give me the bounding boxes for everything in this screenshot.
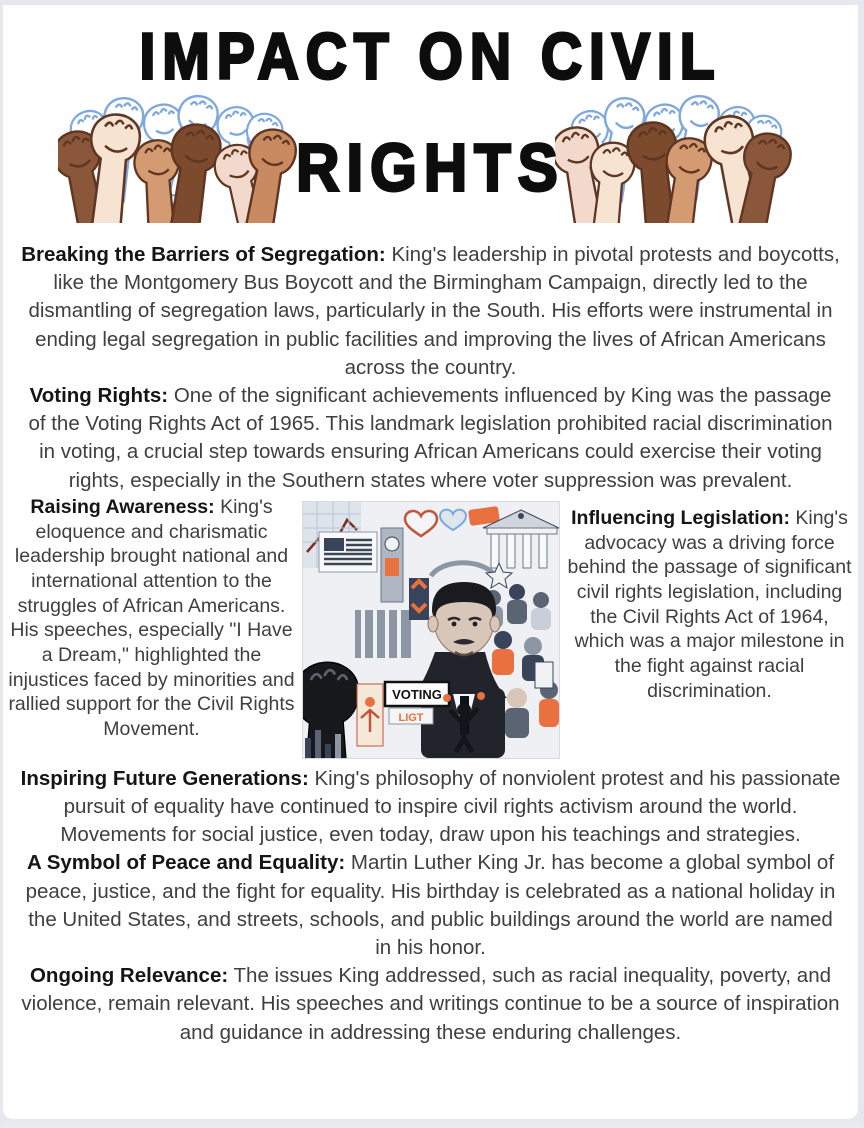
paragraph-ongoing-relevance (19, 962, 843, 1047)
page-gap-divider (0, 1121, 864, 1128)
paragraph-lead: A Symbol of Peace and Equality: (26, 851, 346, 875)
voting-sign-text: VOTING (391, 686, 442, 702)
poster-header (3, 5, 858, 229)
voting-sign-subtext: LIGT (397, 711, 424, 724)
page-title-line-1: IMPACT ON CIVIL (139, 20, 722, 94)
paragraph-raising-awareness (7, 495, 297, 742)
paragraph-body: King's eloquence and charismatic leadership brought national and international attention to the struggles of African Americans. His speeches, especially "I Have a Dream," highlighted the injustices faced by minorities and rallied support for the Civil Rights Movement. (8, 495, 295, 741)
paragraph-lead: Voting Rights: (29, 384, 169, 408)
paragraph-symbol-of-peace (19, 849, 843, 962)
paragraph-inspiring-generations (19, 765, 843, 850)
paragraph-lead: Raising Awareness: (30, 495, 215, 518)
paragraph-influencing-legislation (565, 495, 855, 704)
poster-page (3, 5, 858, 1119)
paragraph-body: One of the significant achievements influenced by King was the passage of the Voting Rights Act of 1965. This landmark legislation prohibited racial discrimination in voting, a crucial step towards ensuring African Americans could exercise their voting rights, especially in the Southern states where voter suppression was prevalent. (28, 384, 833, 492)
paragraph-breaking-barriers (19, 241, 843, 382)
paragraph-lead: Inspiring Future Generations: (20, 766, 309, 790)
paragraph-voting-rights (19, 382, 843, 495)
paragraph-body: The issues King addressed, such as racial inequality, poverty, and violence, remain relevant. His speeches and writings continue to be a source of inspiration and guidance in addressing these enduring challenges. (21, 964, 840, 1044)
paragraph-body: Martin Luther King Jr. has become a global symbol of peace, justice, and the fight for equality. His birthday is celebrated as a national holiday in the United States, and streets, schools, and public buildings around the world are named in his honor. (25, 851, 836, 960)
middle-row (7, 495, 855, 759)
paragraph-lead: Ongoing Relevance: (29, 964, 229, 988)
page-title-line-2: RIGHTS (296, 130, 565, 206)
paragraph-body: King's leadership in pivotal protests and boycotts, like the Montgomery Bus Boycott and the Birmingham Campaign, directly led to the dismantling of segregation laws, particularly in the South. His efforts were instrumental in ending legal segregation in public facilities and improving the lives of African Americans across the country. (28, 243, 840, 379)
paragraph-body: King's philosophy of nonviolent protest and his passionate pursuit of equality have continued to inspire civil rights activism around the world. Movements for social justice, even today, draw upon his teachings and strategies. (60, 766, 841, 847)
paragraph-lead: Influencing Legislation: (571, 506, 790, 529)
paragraph-body: King's advocacy was a driving force behind the passage of significant civil rights legislation, including the Civil Rights Act of 1964, which was a major milestone in the fight against racial discrimination. (567, 506, 852, 702)
mlk-collage-image (302, 501, 560, 759)
paragraph-lead: Breaking the Barriers of Segregation: (21, 243, 386, 266)
